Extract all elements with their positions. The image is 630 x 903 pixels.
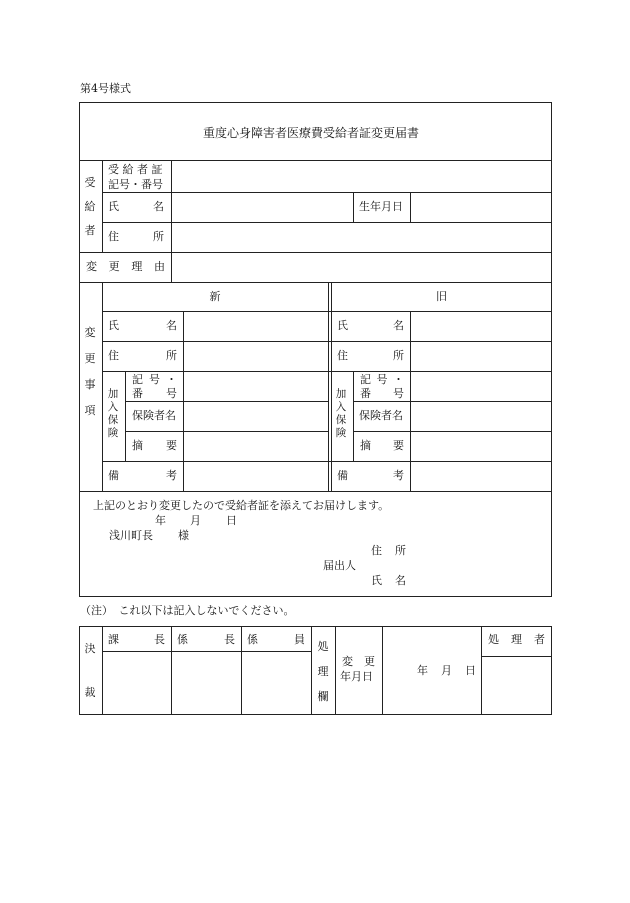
- recipient-group-label: 受 給 者: [84, 176, 96, 237]
- applicant-name-label: 氏 名: [371, 574, 406, 587]
- old-remarks-field[interactable]: [411, 462, 551, 490]
- addressee: 浅川町長: [109, 529, 153, 542]
- new-summary-label: 摘 要: [132, 439, 177, 452]
- recipient-address-label: 住 所: [108, 230, 164, 243]
- birth-date-label: 生年月日: [359, 200, 403, 213]
- old-name-label: 氏 名: [337, 319, 404, 332]
- staff-stamp[interactable]: [242, 652, 310, 714]
- form-number: 第4号様式: [80, 82, 131, 95]
- change-reason-label: 変 更 理 由: [86, 260, 165, 273]
- new-address-field[interactable]: [184, 342, 327, 370]
- cert-label-line2: 記号・番号: [108, 178, 163, 191]
- old-column-header: 旧: [436, 290, 447, 303]
- cert-label-line1: 受 給 者 証: [108, 163, 163, 176]
- new-symbol-label-line2: 番 号: [132, 387, 177, 400]
- old-address-field[interactable]: [411, 342, 551, 370]
- new-address-label: 住 所: [108, 349, 177, 362]
- office-use-note: （注） これ以下は記入しないでください。: [80, 604, 295, 617]
- old-insurer-field[interactable]: [411, 402, 551, 430]
- new-insurer-label: 保険者名: [132, 409, 176, 422]
- new-remarks-field[interactable]: [184, 462, 327, 490]
- section-chief-label: 課 長: [108, 633, 165, 646]
- new-summary-field[interactable]: [184, 432, 327, 460]
- old-remarks-label: 備 考: [337, 469, 404, 482]
- new-symbol-number-field[interactable]: [184, 372, 327, 400]
- old-symbol-number-field[interactable]: [411, 372, 551, 400]
- old-symbol-label-line2: 番 号: [360, 387, 404, 400]
- declaration-month: 月: [190, 514, 201, 527]
- processing-column-label: 処 理 欄: [317, 640, 329, 703]
- staff-label: 係 員: [247, 633, 305, 646]
- office-date-day: 日: [465, 664, 476, 677]
- new-insurance-label: 加 入 保 険: [107, 388, 119, 439]
- declaration-day: 日: [226, 514, 237, 527]
- change-date-label-line2: 年月日: [340, 670, 373, 683]
- old-insurance-label: 加 入 保 険: [335, 388, 347, 439]
- old-symbol-label-line1: 記 号 ・: [360, 373, 404, 386]
- applicant-address-label: 住 所: [371, 544, 406, 557]
- decision-label: 決 裁: [84, 642, 96, 699]
- new-column-header: 新: [209, 290, 221, 303]
- new-remarks-label: 備 考: [108, 469, 177, 482]
- addressee-honorific: 様: [178, 529, 189, 542]
- office-date-year: 年: [417, 664, 428, 677]
- new-name-label: 氏 名: [108, 319, 177, 332]
- subsection-chief-label: 係 長: [177, 633, 235, 646]
- declaration-text: 上記のとおり変更したので受給者証を添えてお届けします。: [93, 499, 390, 512]
- recipient-address-field[interactable]: [172, 223, 551, 251]
- new-name-field[interactable]: [184, 312, 327, 340]
- applicant-label: 届出人: [323, 559, 356, 572]
- changes-group-label: 変 更 事 項: [84, 326, 96, 417]
- old-summary-label: 摘 要: [360, 439, 404, 452]
- office-date-month: 月: [441, 664, 452, 677]
- new-symbol-label-line1: 記 号 ・: [132, 373, 177, 386]
- change-reason-field[interactable]: [172, 253, 551, 281]
- old-name-field[interactable]: [411, 312, 551, 340]
- processor-stamp[interactable]: [482, 657, 551, 714]
- old-address-label: 住 所: [337, 349, 404, 362]
- declaration-year: 年: [155, 514, 166, 527]
- recipient-name-label: 氏 名: [108, 200, 164, 213]
- old-insurer-label: 保険者名: [359, 409, 403, 422]
- form-title: 重度心身障害者医療費受給者証変更届書: [202, 126, 419, 140]
- cert-number-field[interactable]: [172, 161, 551, 191]
- section-chief-stamp[interactable]: [103, 652, 170, 714]
- recipient-name-field[interactable]: [172, 193, 352, 221]
- new-insurer-field[interactable]: [184, 402, 327, 430]
- processor-label: 処 理 者: [488, 633, 545, 646]
- birth-date-field[interactable]: [411, 193, 551, 221]
- change-date-label-line1: 変 更: [342, 655, 375, 668]
- old-summary-field[interactable]: [411, 432, 551, 460]
- subsection-chief-stamp[interactable]: [172, 652, 240, 714]
